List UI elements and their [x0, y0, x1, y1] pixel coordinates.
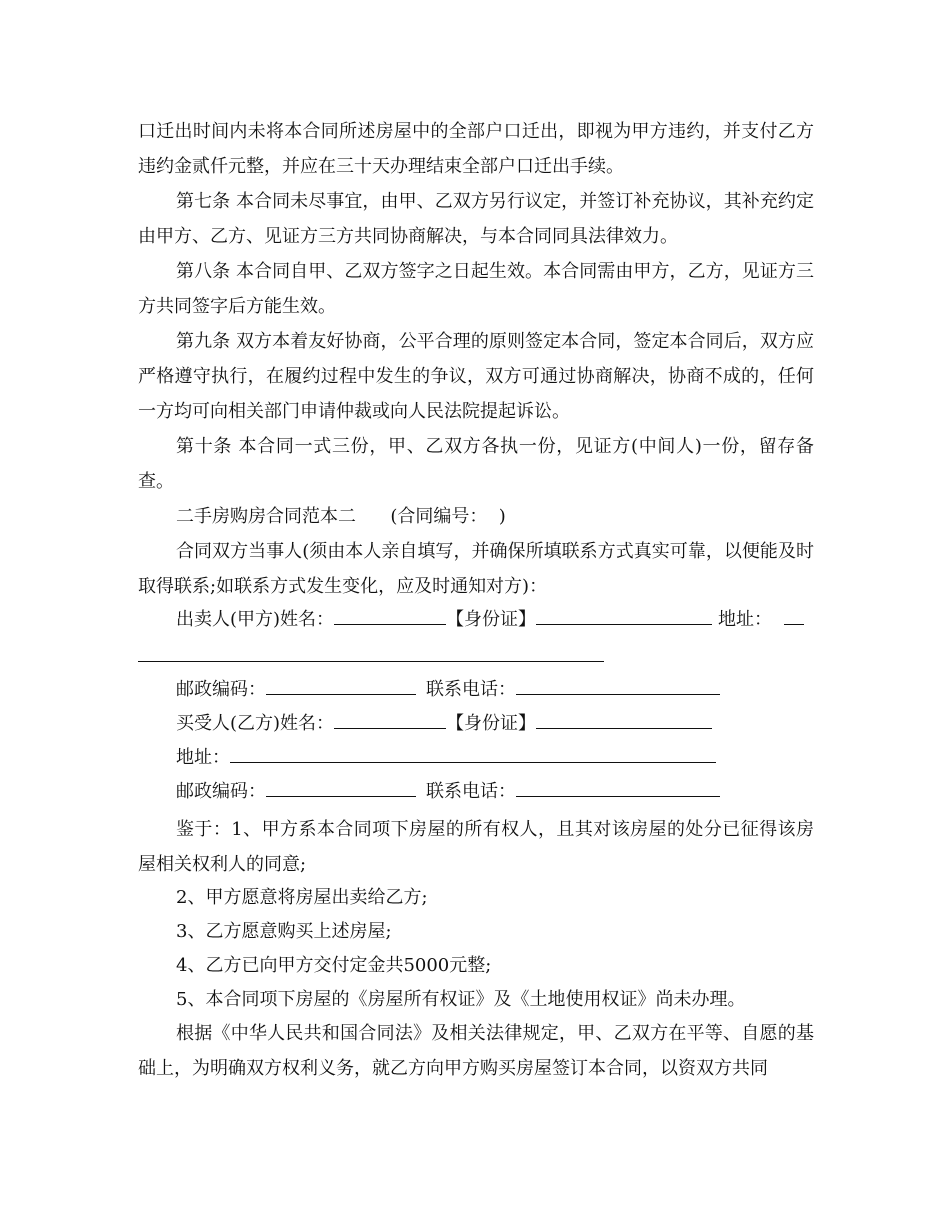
seller-address-blank-continued[interactable] — [138, 661, 604, 662]
paragraph-article-7: 第七条 本合同未尽事宜，由甲、乙双方另行议定，并签订补充协议，其补充约定由甲方、乙方、见证方三方共同协商解决，与本合同同具法律效力。 — [138, 191, 814, 247]
paragraph-article-9: 第九条 双方本着友好协商，公平合理的原则签定本合同，签定本合同后，双方应严格遵守执行，在履约过程中发生的争议，双方可通过协商解决，协商不成的，任何一方均可向相关部门申请仲裁或向人民法院提起诉讼。 — [138, 331, 814, 422]
buyer-address-label: 地址： — [176, 747, 230, 768]
paragraph-whereas-2: 2、甲方愿意将房屋出卖给乙方; — [176, 887, 428, 908]
paragraph-whereas-5: 5、本合同项下房屋的《房屋所有权证》及《土地使用权证》尚未办理。 — [176, 989, 746, 1010]
paragraph-article-8: 第八条 本合同自甲、乙双方签字之日起生效。本合同需由甲方，乙方，见证方三方共同签字后方能生效。 — [138, 261, 814, 317]
paragraph-whereas-1: 鉴于：1、甲方系本合同项下房屋的所有权人，且其对该房屋的处分已征得该房屋相关权利人的同意; — [138, 819, 814, 875]
paragraph-whereas-3: 3、乙方愿意购买上述房屋; — [176, 921, 392, 942]
seller-address-blank-start[interactable] — [784, 606, 804, 625]
buyer-name-label: 买受人(乙方)姓名： — [176, 713, 335, 734]
paragraph-legal-basis: 根据《中华人民共和国合同法》及相关法律规定，甲、乙双方在平等、自愿的基础上，为明确双方权利义务，就乙方向甲方购买房屋签订本合同，以资双方共同 — [138, 1023, 814, 1079]
seller-address-label: 地址： — [718, 609, 773, 630]
seller-phone-label: 联系电话： — [426, 679, 516, 700]
buyer-phone-label: 联系电话： — [426, 781, 516, 802]
buyer-address-blank[interactable] — [230, 744, 716, 763]
buyer-address-row — [176, 744, 716, 772]
seller-name-label: 出卖人(甲方)姓名： — [176, 609, 335, 630]
buyer-contact-row — [176, 778, 720, 806]
paragraph-parties-note: 合同双方当事人(须由本人亲自填写，并确保所填联系方式真实可靠，以便能及时取得联系;如联系方式发生变化，应及时通知对方)： — [138, 541, 814, 597]
paragraph-article-10: 第十条 本合同一式三份，甲、乙双方各执一份，见证方(中间人)一份，留存备查。 — [138, 436, 814, 492]
buyer-postal-label: 邮政编码： — [176, 781, 266, 802]
seller-id-label: 【身份证】 — [446, 609, 537, 630]
buyer-row — [176, 710, 712, 738]
section-title-template-two: 二手房购房合同范本二 (合同编号： ) — [176, 506, 506, 527]
seller-phone-blank[interactable] — [516, 676, 720, 695]
seller-row — [176, 606, 804, 634]
seller-id-blank[interactable] — [536, 606, 712, 625]
buyer-id-blank[interactable] — [536, 710, 712, 729]
buyer-phone-blank[interactable] — [516, 778, 720, 797]
buyer-postal-blank[interactable] — [266, 778, 416, 797]
paragraph-whereas-4: 4、乙方已向甲方交付定金共5000元整; — [176, 955, 492, 976]
seller-postal-label: 邮政编码： — [176, 679, 266, 700]
seller-postal-blank[interactable] — [266, 676, 416, 695]
buyer-name-blank[interactable] — [334, 710, 446, 729]
buyer-id-label: 【身份证】 — [446, 713, 537, 734]
seller-contact-row — [176, 676, 720, 704]
paragraph-household-registration: 口迁出时间内未将本合同所述房屋中的全部户口迁出，即视为甲方违约，并支付乙方违约金贰仟元整，并应在三十天办理结束全部户口迁出手续。 — [138, 121, 814, 177]
seller-name-blank[interactable] — [334, 606, 446, 625]
